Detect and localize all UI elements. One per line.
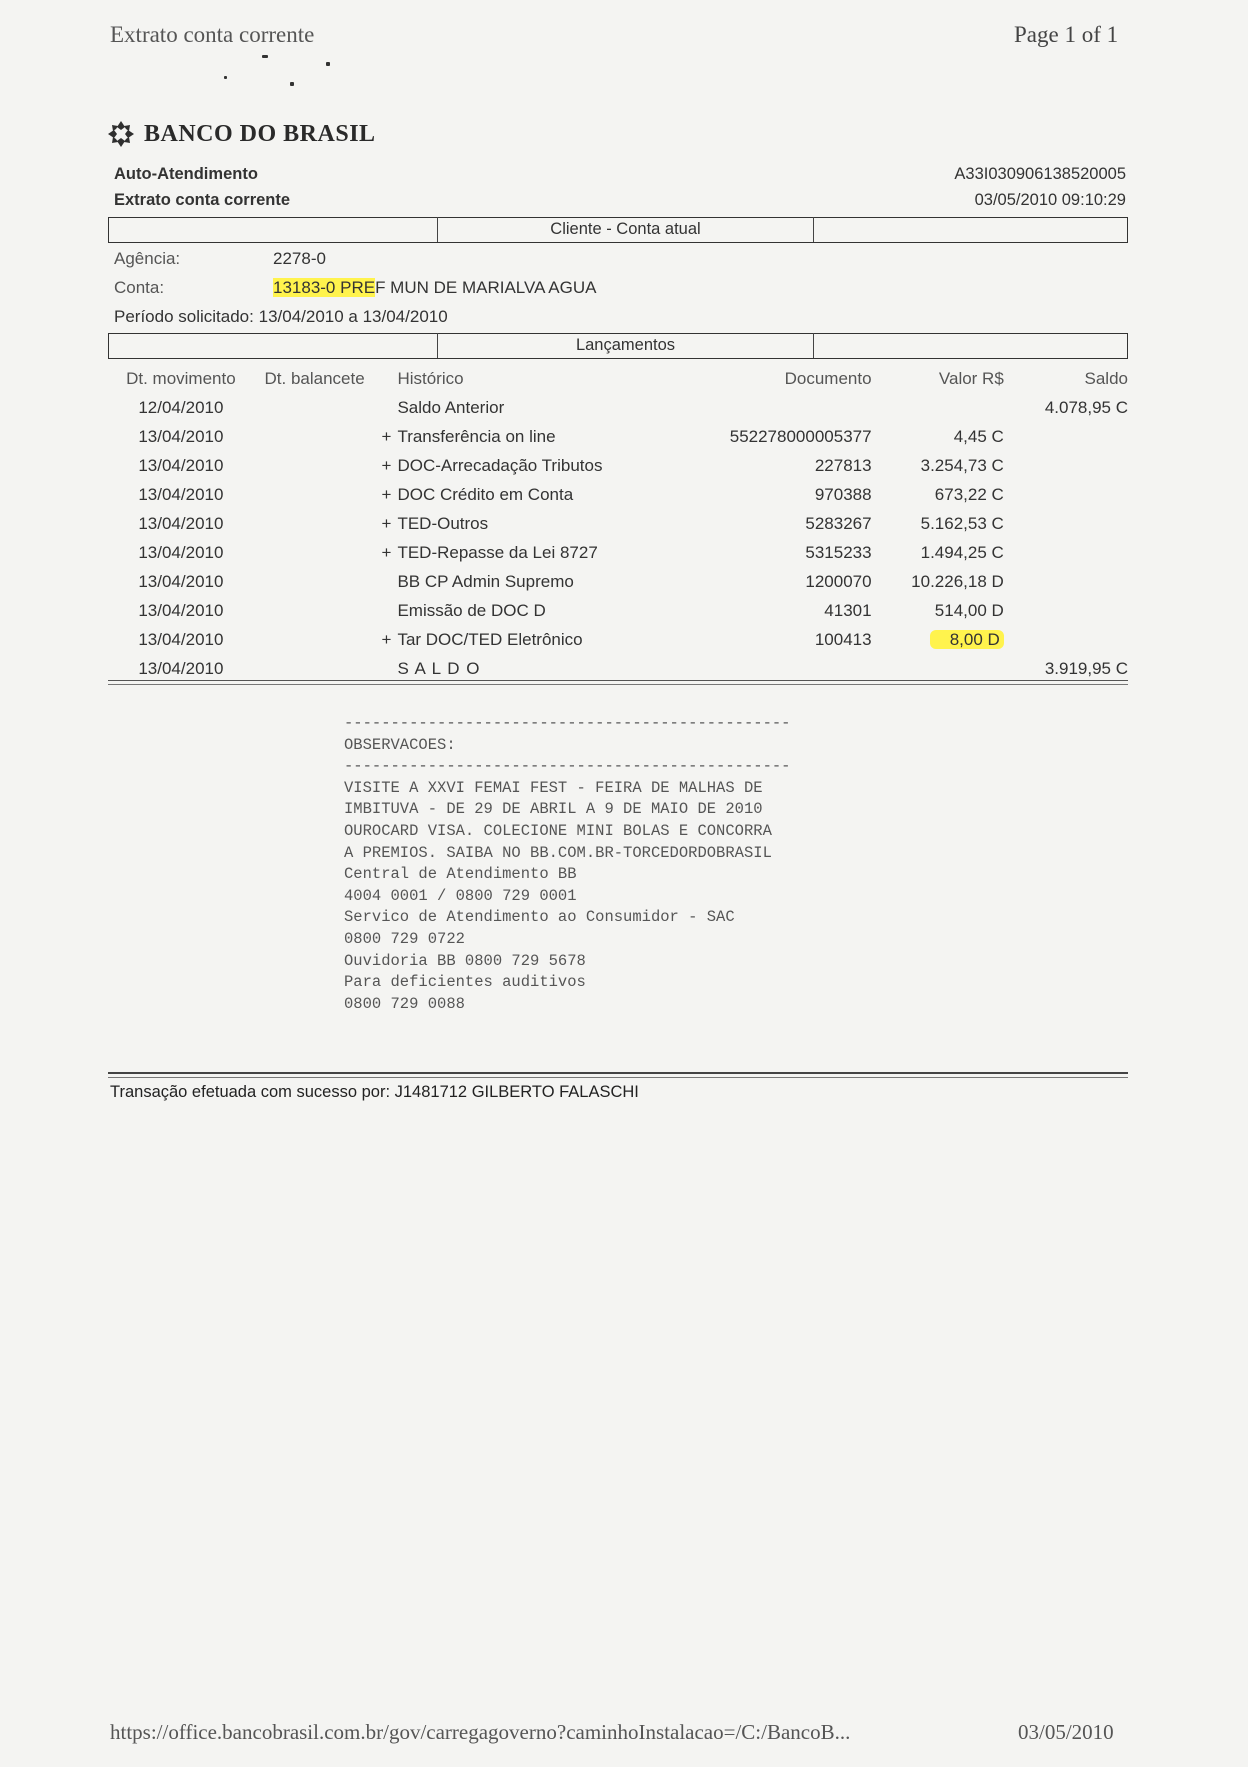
row-dt: 13/04/2010 [138, 542, 224, 562]
lancamentos-table [108, 364, 1128, 683]
footer-rule [108, 1072, 1128, 1078]
table-row [108, 451, 1128, 480]
row-doc [691, 393, 871, 422]
table-row [108, 509, 1128, 538]
row-saldo [1004, 422, 1128, 451]
row-saldo [1004, 567, 1128, 596]
print-date: 03/05/2010 [1018, 1720, 1114, 1744]
table-row [108, 625, 1128, 654]
col-dt-balancete: Dt. balancete [264, 368, 365, 388]
obs-title: OBSERVACOES: [344, 735, 456, 754]
periodo-label: Período solicitado: [114, 307, 254, 326]
col-dt-movimento: Dt. movimento [126, 368, 236, 388]
col-documento: Documento [784, 368, 872, 388]
table-row [108, 538, 1128, 567]
row-bal [254, 538, 376, 567]
obs-line: A PREMIOS. SAIBA NO BB.COM.BR-TORCEDORDOBRASIL [344, 843, 772, 862]
row-doc: 1200070 [805, 571, 872, 591]
row-saldo [1004, 538, 1128, 567]
periodo-value: 13/04/2010 a 13/04/2010 [258, 307, 448, 326]
row-doc: 5315233 [805, 542, 872, 562]
row-doc: 970388 [814, 484, 872, 504]
periodo-row [114, 307, 448, 327]
row-hist: + Transferência on line [381, 426, 556, 446]
highlighted-value: 8,00 D [930, 630, 1004, 649]
table-row [108, 422, 1128, 451]
obs-line: Ouvidoria BB 0800 729 5678 [344, 951, 586, 970]
print-page-title: Extrato conta corrente [110, 22, 315, 47]
agencia-value: 2278-0 [273, 249, 326, 268]
col-saldo: Saldo [1084, 368, 1128, 388]
col-valor: Valor R$ [938, 368, 1004, 388]
row-saldo [1004, 480, 1128, 509]
row-doc: 552278000005377 [729, 426, 872, 446]
obs-line: Servico de Atendimento ao Consumidor - SAC [344, 908, 735, 927]
row-doc: 5283267 [805, 513, 872, 533]
table-row [108, 393, 1128, 422]
row-saldo [1004, 509, 1128, 538]
obs-line: Para deficientes auditivos [344, 973, 586, 992]
row-bal [254, 654, 376, 683]
client-section-title: Cliente - Conta atual [437, 217, 814, 242]
row-valor: 5.162,53 C [920, 513, 1004, 533]
row-valor: 3.254,73 C [920, 455, 1004, 475]
client-section-header [108, 217, 1128, 243]
auth-code: A33I030906138520005 [954, 165, 1126, 183]
table-row [108, 480, 1128, 509]
lancamentos-section-header [108, 333, 1128, 359]
row-hist: + Tar DOC/TED Eletrônico [381, 629, 583, 649]
row-doc: 100413 [814, 629, 872, 649]
row-saldo [1004, 596, 1128, 625]
row-doc: 41301 [824, 600, 872, 620]
table-row [108, 567, 1128, 596]
row-valor [872, 654, 1004, 683]
row-hist: + DOC Crédito em Conta [381, 484, 574, 504]
row-valor [872, 625, 1004, 654]
obs-line: IMBITUVA - DE 29 DE ABRIL A 9 DE MAIO DE 2010 [344, 800, 763, 819]
row-bal [254, 422, 376, 451]
table-header-row [108, 364, 1128, 393]
obs-line: VISITE A XXVI FEMAI FEST - FEIRA DE MALHAS DE [344, 778, 763, 797]
row-bal [254, 567, 376, 596]
row-hist: S A L D O [397, 658, 481, 678]
row-dt: 13/04/2010 [138, 629, 224, 649]
row-valor: 1.494,25 C [920, 542, 1004, 562]
row-bal [254, 509, 376, 538]
obs-line: OUROCARD VISA. COLECIONE MINI BOLAS E CONCORRA [344, 821, 772, 840]
row-saldo [1004, 625, 1128, 654]
row-hist: BB CP Admin Supremo [397, 571, 574, 591]
table-end-rule [108, 680, 1128, 685]
row-bal [254, 596, 376, 625]
row-bal [254, 451, 376, 480]
print-url: https://office.bancobrasil.com.br/gov/carregagoverno?caminhoInstalacao=/C:/BancoB... [110, 1720, 851, 1744]
row-bal [254, 393, 376, 422]
obs-line: 0800 729 0722 [344, 929, 465, 948]
service-name: Auto-Atendimento [114, 165, 258, 183]
row-valor: 673,22 C [934, 484, 1004, 504]
report-datetime: 03/05/2010 09:10:29 [974, 191, 1126, 209]
col-historico: Histórico [397, 368, 464, 388]
row-dt: 13/04/2010 [138, 426, 224, 446]
obs-line: Central de Atendimento BB [344, 865, 577, 884]
bank-logo-text: BANCO DO BRASIL [144, 120, 376, 147]
row-valor [872, 393, 1004, 422]
row-hist: + TED-Repasse da Lei 8727 [381, 542, 598, 562]
row-hist: + DOC-Arrecadação Tributos [381, 455, 603, 475]
conta-name: F MUN DE MARIALVA AGUA [375, 278, 597, 297]
row-hist: Emissão de DOC D [397, 600, 546, 620]
obs-line: 0800 729 0088 [344, 994, 465, 1013]
table-row-saldo [108, 654, 1128, 683]
row-bal [254, 625, 376, 654]
row-dt: 13/04/2010 [138, 571, 224, 591]
row-valor: 514,00 D [934, 600, 1004, 620]
row-valor: 10.226,18 D [911, 571, 1004, 591]
row-dt: 13/04/2010 [138, 455, 224, 475]
row-hist: + TED-Outros [381, 513, 489, 533]
conta-value [273, 278, 596, 298]
conta-label: Conta: [114, 278, 165, 297]
obs-dash-line: ------------------------------------------------ [344, 714, 791, 732]
row-dt: 12/04/2010 [138, 397, 224, 417]
agencia-label: Agência: [114, 249, 181, 268]
row-dt: 13/04/2010 [138, 513, 224, 533]
print-page-number: Page 1 of 1 [1014, 22, 1119, 47]
observacoes-block [344, 713, 790, 1015]
row-dt: 13/04/2010 [138, 484, 224, 504]
row-dt: 13/04/2010 [138, 600, 224, 620]
row-saldo: 4.078,95 C [1044, 397, 1128, 417]
row-saldo [1004, 451, 1128, 480]
conta-highlight: 13183-0 PRE [273, 278, 376, 297]
obs-line: 4004 0001 / 0800 729 0001 [344, 886, 577, 905]
transaction-confirmation: Transação efetuada com sucesso por: J1481712 GILBERTO FALASCHI [110, 1083, 639, 1101]
row-doc: 227813 [814, 455, 872, 475]
report-name: Extrato conta corrente [114, 191, 291, 209]
row-doc [691, 654, 871, 683]
obs-dash-line: ------------------------------------------------ [344, 757, 791, 776]
row-hist: Saldo Anterior [397, 397, 505, 417]
lancamentos-section-title: Lançamentos [437, 333, 814, 358]
row-saldo: 3.919,95 C [1044, 658, 1128, 678]
row-dt: 13/04/2010 [138, 658, 224, 678]
row-bal [254, 480, 376, 509]
row-valor: 4,45 C [953, 426, 1004, 446]
banco-do-brasil-logo-icon [106, 119, 136, 149]
table-row [108, 596, 1128, 625]
bank-logo [106, 114, 376, 154]
